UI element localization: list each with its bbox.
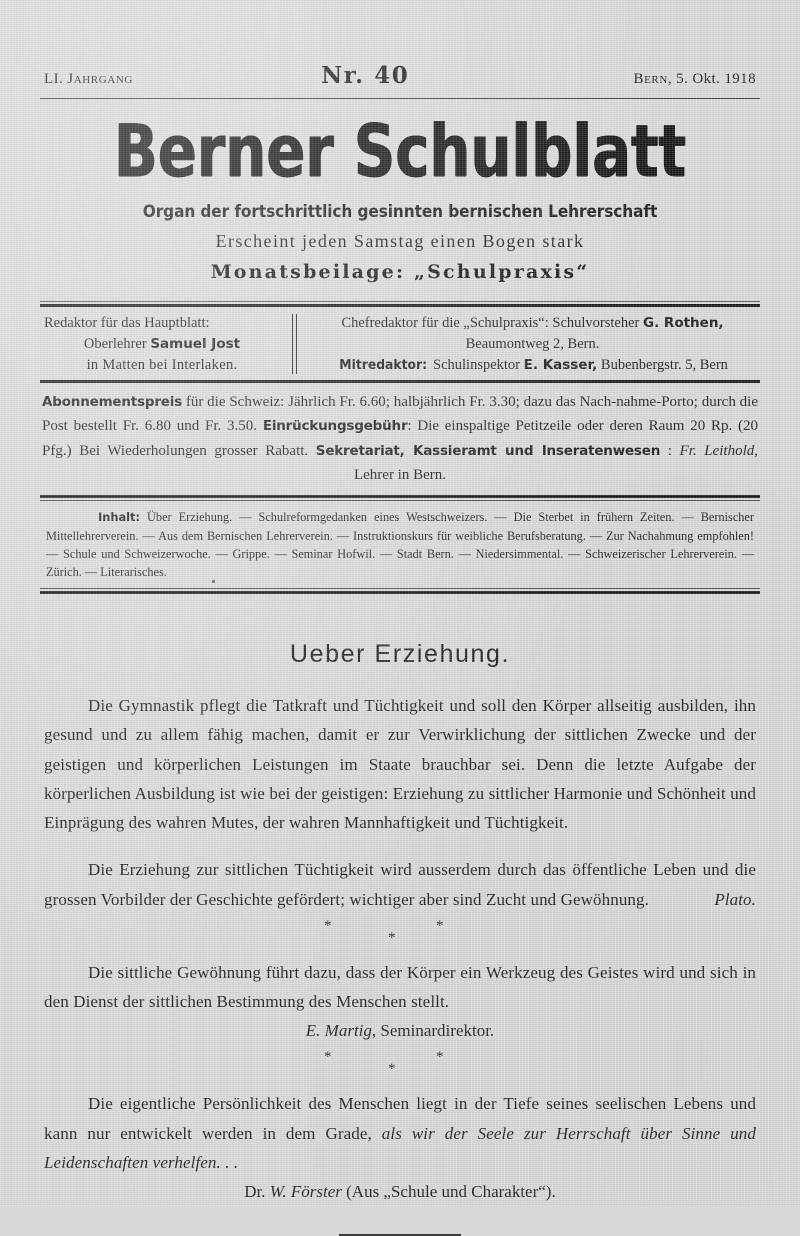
newspaper-title: Berner Schulblatt [113,109,687,193]
subscription-text [42,390,758,487]
editor-co-name: E. Kasser, [523,356,598,373]
separator-asterisks-2 [44,1049,756,1083]
article-paragraph-4 [44,1089,756,1177]
page-sheet [40,0,760,1236]
asterisk-glyph: * [324,917,332,934]
attribution-plato: Plato. [714,889,756,909]
editor-co-line [305,355,760,376]
editor-chief-role: Chefredaktor für die „Schulpraxis“: Schulvorsteher [341,315,644,332]
editor-main-person [40,334,284,355]
article-paragraph-3: Die sittliche Gewöhnung führt dazu, dass der Körper ein Werkzeug des Geistes wird und sich in den Dienst der sittlichen Bestimmung des Menschen stellt. [44,962,756,1011]
contents-items: Über Erziehung. — Schulreformgedanken eines Westschweizers. — Die Sterbet in frühern Zeiten. — Bernischer Mittellehrerverein. — Aus dem Bernischen Lehrerverein. — Instruktionskurs für weibliche Berufsberatung. — Zur Nachahmung empfohlen! — Schule und Schweizerwoche. — Grippe. — Seminar Hofwil. — Stadt Bern. — Niedersimmental. — Schweizerischer Lehrerverein. — Zürich. — Literarisches. [46,510,754,579]
article-paragraph-2 [44,855,756,913]
volume-prefix: LI. [44,71,64,87]
masthead-topline [40,0,760,98]
article-paragraph-1: Die Gymnastik pflegt die Tatkraft und Tüchtigkeit und soll den Körper allseitig ausbilden, ihn gesund und zu allem fähig machen, damit er zur Verwirklichung der sittlichen Zwecke und der geistigen und körperlichen Leistungen im Staate brauchbar sei. Denn die letzte Aufgabe der körperlichen Ausbildung ist wie bei der geistigen: Erziehung zu sittlicher Harmonie und Schönheit und Einprägung des wahren Mutes, der wahren Mannhaftigkeit und Tüchtigkeit. [44,696,756,833]
editor-co-address: Bubenbergstr. 5, Bern [597,356,728,373]
editor-co-role: Schulinspektor [429,356,524,373]
masthead-subtitle-supplement: Monatsbeilage: „Schulpraxis“ [210,261,590,284]
editor-main-address: in Matten bei Interlaken. [86,356,238,373]
editor-column-supplement [297,313,760,375]
place-and-date [633,71,756,88]
article-quote-plato [44,855,756,913]
issue-date: , 5. Okt. 1918 [667,71,756,87]
attribution-martig-name: E. Martig, [305,1021,377,1041]
place-name: Bern [633,71,668,87]
attribution-martig [44,1016,756,1045]
offices-location: Lehrer in Bern. [353,467,447,484]
volume-label [44,71,133,88]
asterisk-glyph: * [436,917,444,934]
attribution-martig-role: Seminardirektor. [376,1021,495,1041]
editor-box [40,307,760,380]
volume-word: Jahrgang [67,71,133,87]
editor-column-main [40,313,292,375]
subscription-price-text: für die Schweiz: Jährlich Fr. 6.60; halbjährlich Fr. 3.30; dazu das Nach-nahme-Porto; durch die Post bestellt Fr. 6.80 und Fr. 3.50. [42,394,758,435]
article-quote-martig [44,958,756,1046]
article-title: Ueber Erziehung. [289,640,511,669]
offices-label: Sekretariat, Kassieramt und Inseratenwesen [315,442,661,459]
masthead-subtitle-organ: Organ der fortschrittlich gesinnten bernischen Lehrerschaft [142,202,658,222]
divider-under-topline [40,98,760,99]
attribution-foerster-name: W. Förster [269,1182,342,1202]
attribution-foerster-prefix: Dr. [244,1182,270,1202]
attribution-foerster-source: (Aus „Schule und Charakter“). [341,1182,556,1202]
editor-main-name: Samuel Jost [150,336,241,353]
advert-fee-text: : Die einspaltige Petitzeile oder deren Raum 20 Rp. (20 Pfg.) Bei Wiederholungen grosser Rabatt. [42,418,758,459]
article-body [40,640,760,1236]
asterisk-glyph: * [436,1049,444,1066]
asterisk-glyph: * [388,929,396,946]
masthead-subtitle-frequency: Erscheint jeden Samstag einen Bogen stark [215,231,585,252]
issue-number: Nr. 40 [321,62,410,89]
editor-main-role: Redaktor für das Hauptblatt: [44,315,210,332]
offices-sep: : [660,442,680,459]
subscription-price-label: Abonnementspreis [42,394,183,411]
contents-block [40,501,760,588]
advert-fee-label: Einrückungsgebühr [262,418,408,435]
editor-chief-line [305,313,760,334]
article-quote-foerster [44,1089,756,1206]
article-paragraph-2-text: Die Erziehung zur sittlichen Tüchtigkeit wird ausserdem durch das öffentliche Leben und die grossen Vorbilder der Geschichte gefördert; wichtiger aber sind Zucht und Gewöhnung. [44,860,756,909]
asterisk-glyph: * [324,1049,332,1066]
contents-label: Inhalt: [98,510,141,525]
editor-co-label: Mitredaktor: [339,357,428,373]
asterisk-glyph: * [388,1061,396,1078]
article-paragraph-4-italic: als wir der Seele zur Herrschaft über Sinne und Leidenschaften verhelfen. . . [44,1123,756,1172]
attribution-foerster [44,1177,756,1206]
offices-person: Fr. Leithold, [679,442,758,459]
editor-chief-name: G. Rothen, [643,315,724,332]
subscription-block [40,383,760,495]
separator-asterisks-1 [44,918,756,952]
article-paragraph-4-plain: Die eigentliche Persönlichkeit des Menschen liegt in der Tiefe seines seelischen Lebens und kann nur entwickelt werden in dem Grade, [44,1094,756,1143]
editor-main-title: Oberlehrer [83,336,151,353]
print-speck [212,580,215,583]
editor-chief-address: Beaumontweg 2, Bern. [465,336,600,353]
divider-under-contents [40,588,760,594]
divider-above-contents [40,495,760,501]
